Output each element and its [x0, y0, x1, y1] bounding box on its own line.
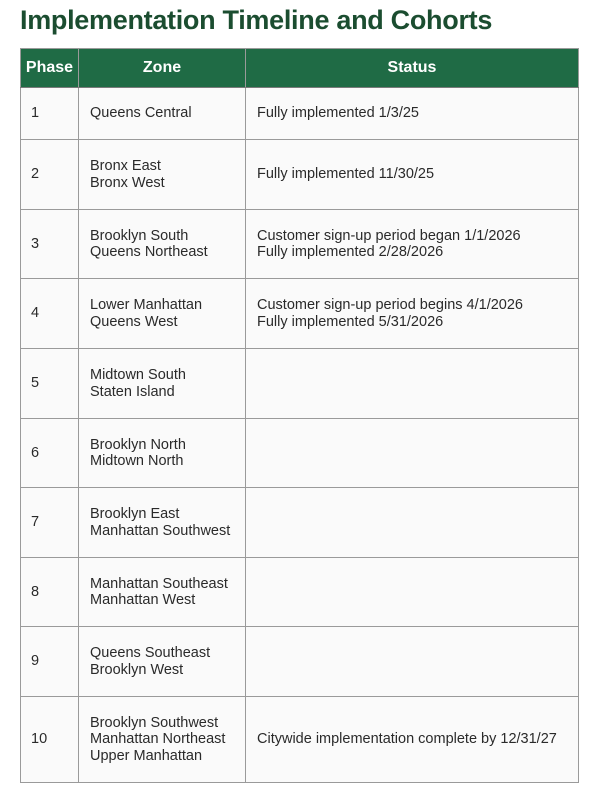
zone-name: Midtown South	[90, 367, 186, 383]
table-row	[21, 140, 579, 210]
phase-cell: 9	[21, 627, 79, 697]
zone-cell	[79, 558, 246, 627]
table-row	[21, 210, 579, 279]
zone-name: Bronx West	[90, 174, 165, 191]
status-cell	[246, 279, 579, 349]
zone-cell	[79, 627, 246, 697]
status-cell	[246, 488, 579, 558]
zone-name: Manhattan West	[90, 592, 196, 608]
phase-cell: 4	[21, 279, 79, 349]
zone-cell	[79, 88, 246, 140]
zone-name: Manhattan Southwest	[90, 522, 231, 539]
zone-cell	[79, 279, 246, 349]
phase-cell: 3	[21, 210, 79, 279]
column-header-phase: Phase	[21, 49, 79, 88]
phase-cell: 2	[21, 140, 79, 210]
zone-name: Bronx East	[90, 158, 161, 174]
phase-cell: 1	[21, 88, 79, 140]
zone-name: Brooklyn South	[90, 227, 189, 244]
phase-cell: 10	[21, 697, 79, 783]
zone-cell	[79, 488, 246, 558]
zone-name: Brooklyn Southwest	[90, 714, 219, 731]
table-row	[21, 88, 579, 140]
zone-name: Manhattan Northeast	[90, 731, 226, 748]
status-cell	[246, 210, 579, 279]
zone-name: Lower Manhattan	[90, 297, 203, 313]
column-header-status: Status	[246, 49, 579, 88]
zone-name: Queens Northeast	[90, 244, 208, 260]
status-cell	[246, 558, 579, 627]
status-cell	[246, 349, 579, 419]
table-row	[21, 279, 579, 349]
table-row	[21, 697, 579, 783]
table-row	[21, 558, 579, 627]
phase-cell: 7	[21, 488, 79, 558]
zone-name: Upper Manhattan	[90, 747, 203, 764]
status-cell	[246, 697, 579, 783]
zone-cell	[79, 419, 246, 488]
zone-name: Staten Island	[90, 383, 175, 400]
zone-cell	[79, 349, 246, 419]
table-body	[21, 88, 579, 783]
status-text: Fully implemented 2/28/2026	[257, 244, 444, 260]
phase-cell: 8	[21, 558, 79, 627]
zone-name: Queens Central	[90, 105, 192, 122]
status-cell	[246, 88, 579, 140]
table-row	[21, 488, 579, 558]
zone-name: Brooklyn North	[90, 436, 186, 453]
phase-cell: 5	[21, 349, 79, 419]
table-row	[21, 349, 579, 419]
column-header-zone: Zone	[79, 49, 246, 88]
zone-name: Midtown North	[90, 453, 184, 469]
phase-cell: 6	[21, 419, 79, 488]
status-text: Fully implemented 5/31/2026	[257, 313, 444, 330]
page-title: Implementation Timeline and Cohorts	[20, 5, 493, 35]
table-row	[21, 419, 579, 488]
status-text: Customer sign-up period begins 4/1/2026	[257, 297, 523, 313]
table-header-row	[21, 49, 579, 88]
status-text: Fully implemented 1/3/25	[257, 105, 419, 122]
status-text: Citywide implementation complete by 12/31/27	[257, 731, 557, 748]
zone-name: Brooklyn East	[90, 506, 180, 522]
zone-name: Brooklyn West	[90, 661, 184, 678]
table-row	[21, 627, 579, 697]
status-text: Fully implemented 11/30/25	[257, 166, 435, 183]
zone-cell	[79, 140, 246, 210]
status-cell	[246, 419, 579, 488]
zone-name: Manhattan Southeast	[90, 575, 228, 592]
zone-cell	[79, 697, 246, 783]
zone-cell	[79, 210, 246, 279]
status-cell	[246, 627, 579, 697]
zone-name: Queens Southeast	[90, 645, 211, 661]
implementation-table	[20, 48, 579, 783]
status-text: Customer sign-up period began 1/1/2026	[257, 227, 521, 244]
status-cell	[246, 140, 579, 210]
zone-name: Queens West	[90, 313, 178, 330]
